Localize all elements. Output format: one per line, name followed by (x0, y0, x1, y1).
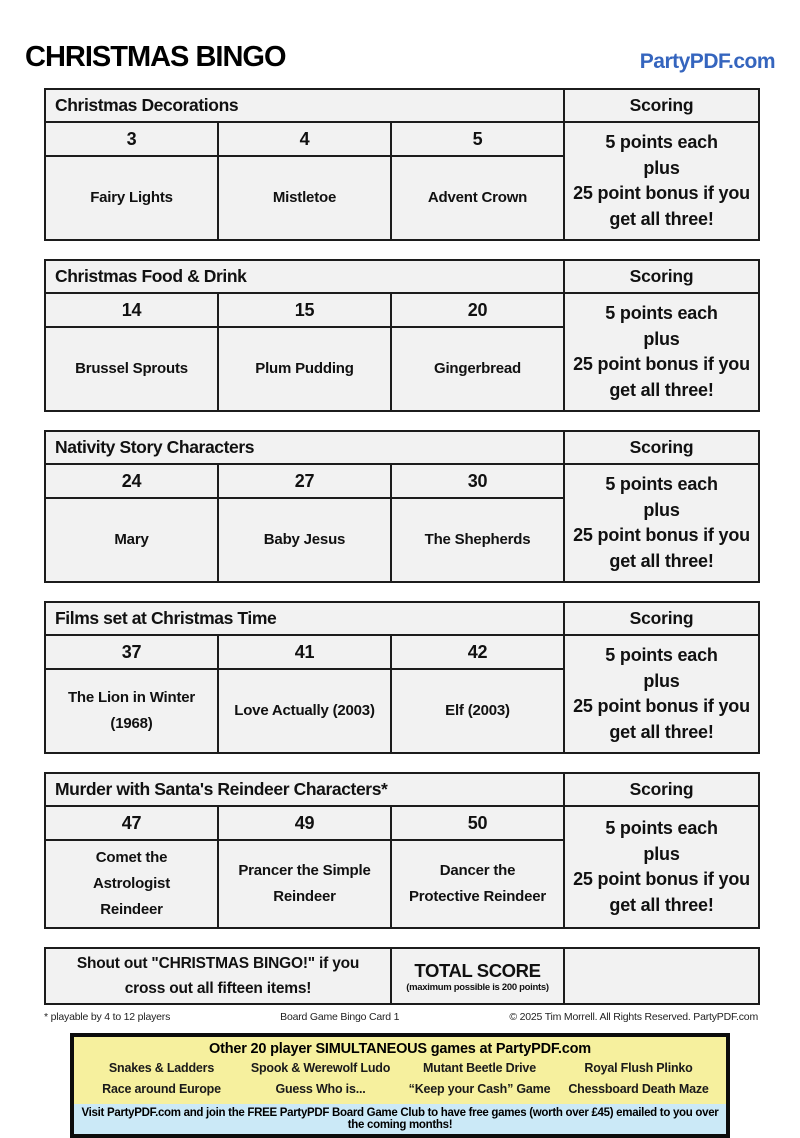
scoring-rule (564, 635, 759, 753)
game-name: Mutant Beetle Drive (423, 1061, 536, 1075)
players-note: * playable by 4 to 12 players (44, 1011, 171, 1023)
scoring-line: 5 points each (605, 132, 718, 152)
bingo-item: Mary (45, 498, 218, 582)
scoring-line: 25 point bonus if you (573, 183, 750, 203)
game-name: Snakes & Ladders (108, 1061, 215, 1075)
bingo-number: 27 (218, 464, 391, 498)
scoring-header: Scoring (564, 431, 759, 464)
copyright-text: © 2025 Tim Morrell. All Rights Reserved. PartyPDF.com (509, 1011, 758, 1023)
bingo-item: Fairy Lights (45, 156, 218, 240)
page-title: CHRISTMAS BINGO (25, 41, 286, 73)
game-name: Chessboard Death Maze (568, 1082, 709, 1096)
game-name: Spook & Werewolf Ludo (250, 1061, 391, 1075)
scoring-line: plus (643, 843, 680, 864)
scoring-line: plus (643, 157, 680, 178)
game-name: “Keep your Cash” Game (408, 1082, 551, 1096)
scoring-header: Scoring (564, 89, 759, 122)
scoring-line: get all three! (609, 550, 714, 571)
bingo-item: Dancer the Protective Reindeer (391, 840, 564, 928)
bingo-number: 5 (391, 122, 564, 156)
bingo-item: Mistletoe (218, 156, 391, 240)
card-number-label: Board Game Bingo Card 1 (280, 1011, 400, 1023)
bingo-item: Brussel Sprouts (45, 327, 218, 411)
bingo-item: Elf (2003) (391, 669, 564, 753)
bingo-item: Gingerbread (391, 327, 564, 411)
scoring-header: Scoring (564, 260, 759, 293)
bingo-number: 42 (391, 635, 564, 669)
bingo-number: 14 (45, 293, 218, 327)
page-header (0, 30, 800, 74)
bingo-number: 41 (218, 635, 391, 669)
bingo-item: Advent Crown (391, 156, 564, 240)
scoring-line: get all three! (609, 379, 714, 400)
bingo-number: 37 (45, 635, 218, 669)
scoring-line: plus (643, 670, 680, 691)
bingo-number: 47 (45, 806, 218, 840)
scoring-rule (564, 122, 759, 240)
scoring-line: 5 points each (605, 645, 718, 665)
scoring-line: 5 points each (605, 818, 718, 838)
bingo-item: Baby Jesus (218, 498, 391, 582)
bingo-item: The Shepherds (391, 498, 564, 582)
promo-box (70, 1033, 730, 1138)
category-title: Murder with Santa's Reindeer Characters* (45, 773, 564, 806)
scoring-line: 25 point bonus if you (573, 525, 750, 545)
scoring-line: plus (643, 328, 680, 349)
category-title: Nativity Story Characters (45, 431, 564, 464)
small-print-row (44, 1011, 758, 1023)
scoring-header: Scoring (564, 602, 759, 635)
promo-games-grid (74, 1058, 726, 1104)
game-name: Race around Europe (102, 1082, 221, 1096)
scoring-rule (564, 806, 759, 928)
category-title: Films set at Christmas Time (45, 602, 564, 635)
scoring-line: get all three! (609, 721, 714, 742)
game-name: Guess Who is... (275, 1082, 366, 1096)
category-table-nativity (44, 430, 760, 583)
bingo-item: Comet the Astrologist Reindeer (45, 840, 218, 928)
scoring-rule (564, 464, 759, 582)
scoring-line: get all three! (609, 208, 714, 229)
category-title: Christmas Decorations (45, 89, 564, 122)
total-score-label: TOTAL SCORE (414, 959, 541, 981)
category-table-reindeer (44, 772, 760, 929)
scoring-line: 25 point bonus if you (573, 869, 750, 889)
card-body (44, 88, 758, 1005)
scoring-line: plus (643, 499, 680, 520)
club-banner: Visit PartyPDF.com and join the FREE PartyPDF Board Game Club to have free games (worth over £45) emailed to you over the coming months! (74, 1104, 726, 1134)
brand-link[interactable]: PartyPDF.com (639, 50, 775, 73)
bingo-number: 49 (218, 806, 391, 840)
promo-header: Other 20 player SIMULTANEOUS games at PartyPDF.com (209, 1041, 591, 1057)
bingo-number: 3 (45, 122, 218, 156)
scoring-line: 5 points each (605, 303, 718, 323)
scoring-header: Scoring (564, 773, 759, 806)
scoring-line: 25 point bonus if you (573, 354, 750, 374)
scoring-line: 5 points each (605, 474, 718, 494)
shout-line: Shout out "CHRISTMAS BINGO!" if you (76, 955, 360, 972)
category-table-films (44, 601, 760, 754)
total-score-note: (maximum possible is 200 points) (406, 981, 549, 993)
bingo-number: 15 (218, 293, 391, 327)
bingo-item: The Lion in Winter (1968) (45, 669, 218, 753)
bingo-item: Prancer the Simple Reindeer (218, 840, 391, 928)
bingo-item: Love Actually (2003) (218, 669, 391, 753)
scoring-rule (564, 293, 759, 411)
shout-callout (45, 948, 391, 1004)
shout-line: cross out all fifteen items! (124, 980, 312, 997)
game-name: Royal Flush Plinko (584, 1061, 693, 1075)
category-table-decorations (44, 88, 760, 241)
scoring-line: 25 point bonus if you (573, 696, 750, 716)
bingo-number: 30 (391, 464, 564, 498)
totals-table (44, 947, 760, 1005)
bingo-item: Plum Pudding (218, 327, 391, 411)
total-score-entry-cell[interactable] (564, 948, 759, 1004)
bingo-number: 4 (218, 122, 391, 156)
category-title: Christmas Food & Drink (45, 260, 564, 293)
bingo-number: 20 (391, 293, 564, 327)
bingo-number: 24 (45, 464, 218, 498)
category-table-food-drink (44, 259, 760, 412)
total-score-label-cell (391, 948, 564, 1004)
bingo-number: 50 (391, 806, 564, 840)
scoring-line: get all three! (609, 894, 714, 915)
